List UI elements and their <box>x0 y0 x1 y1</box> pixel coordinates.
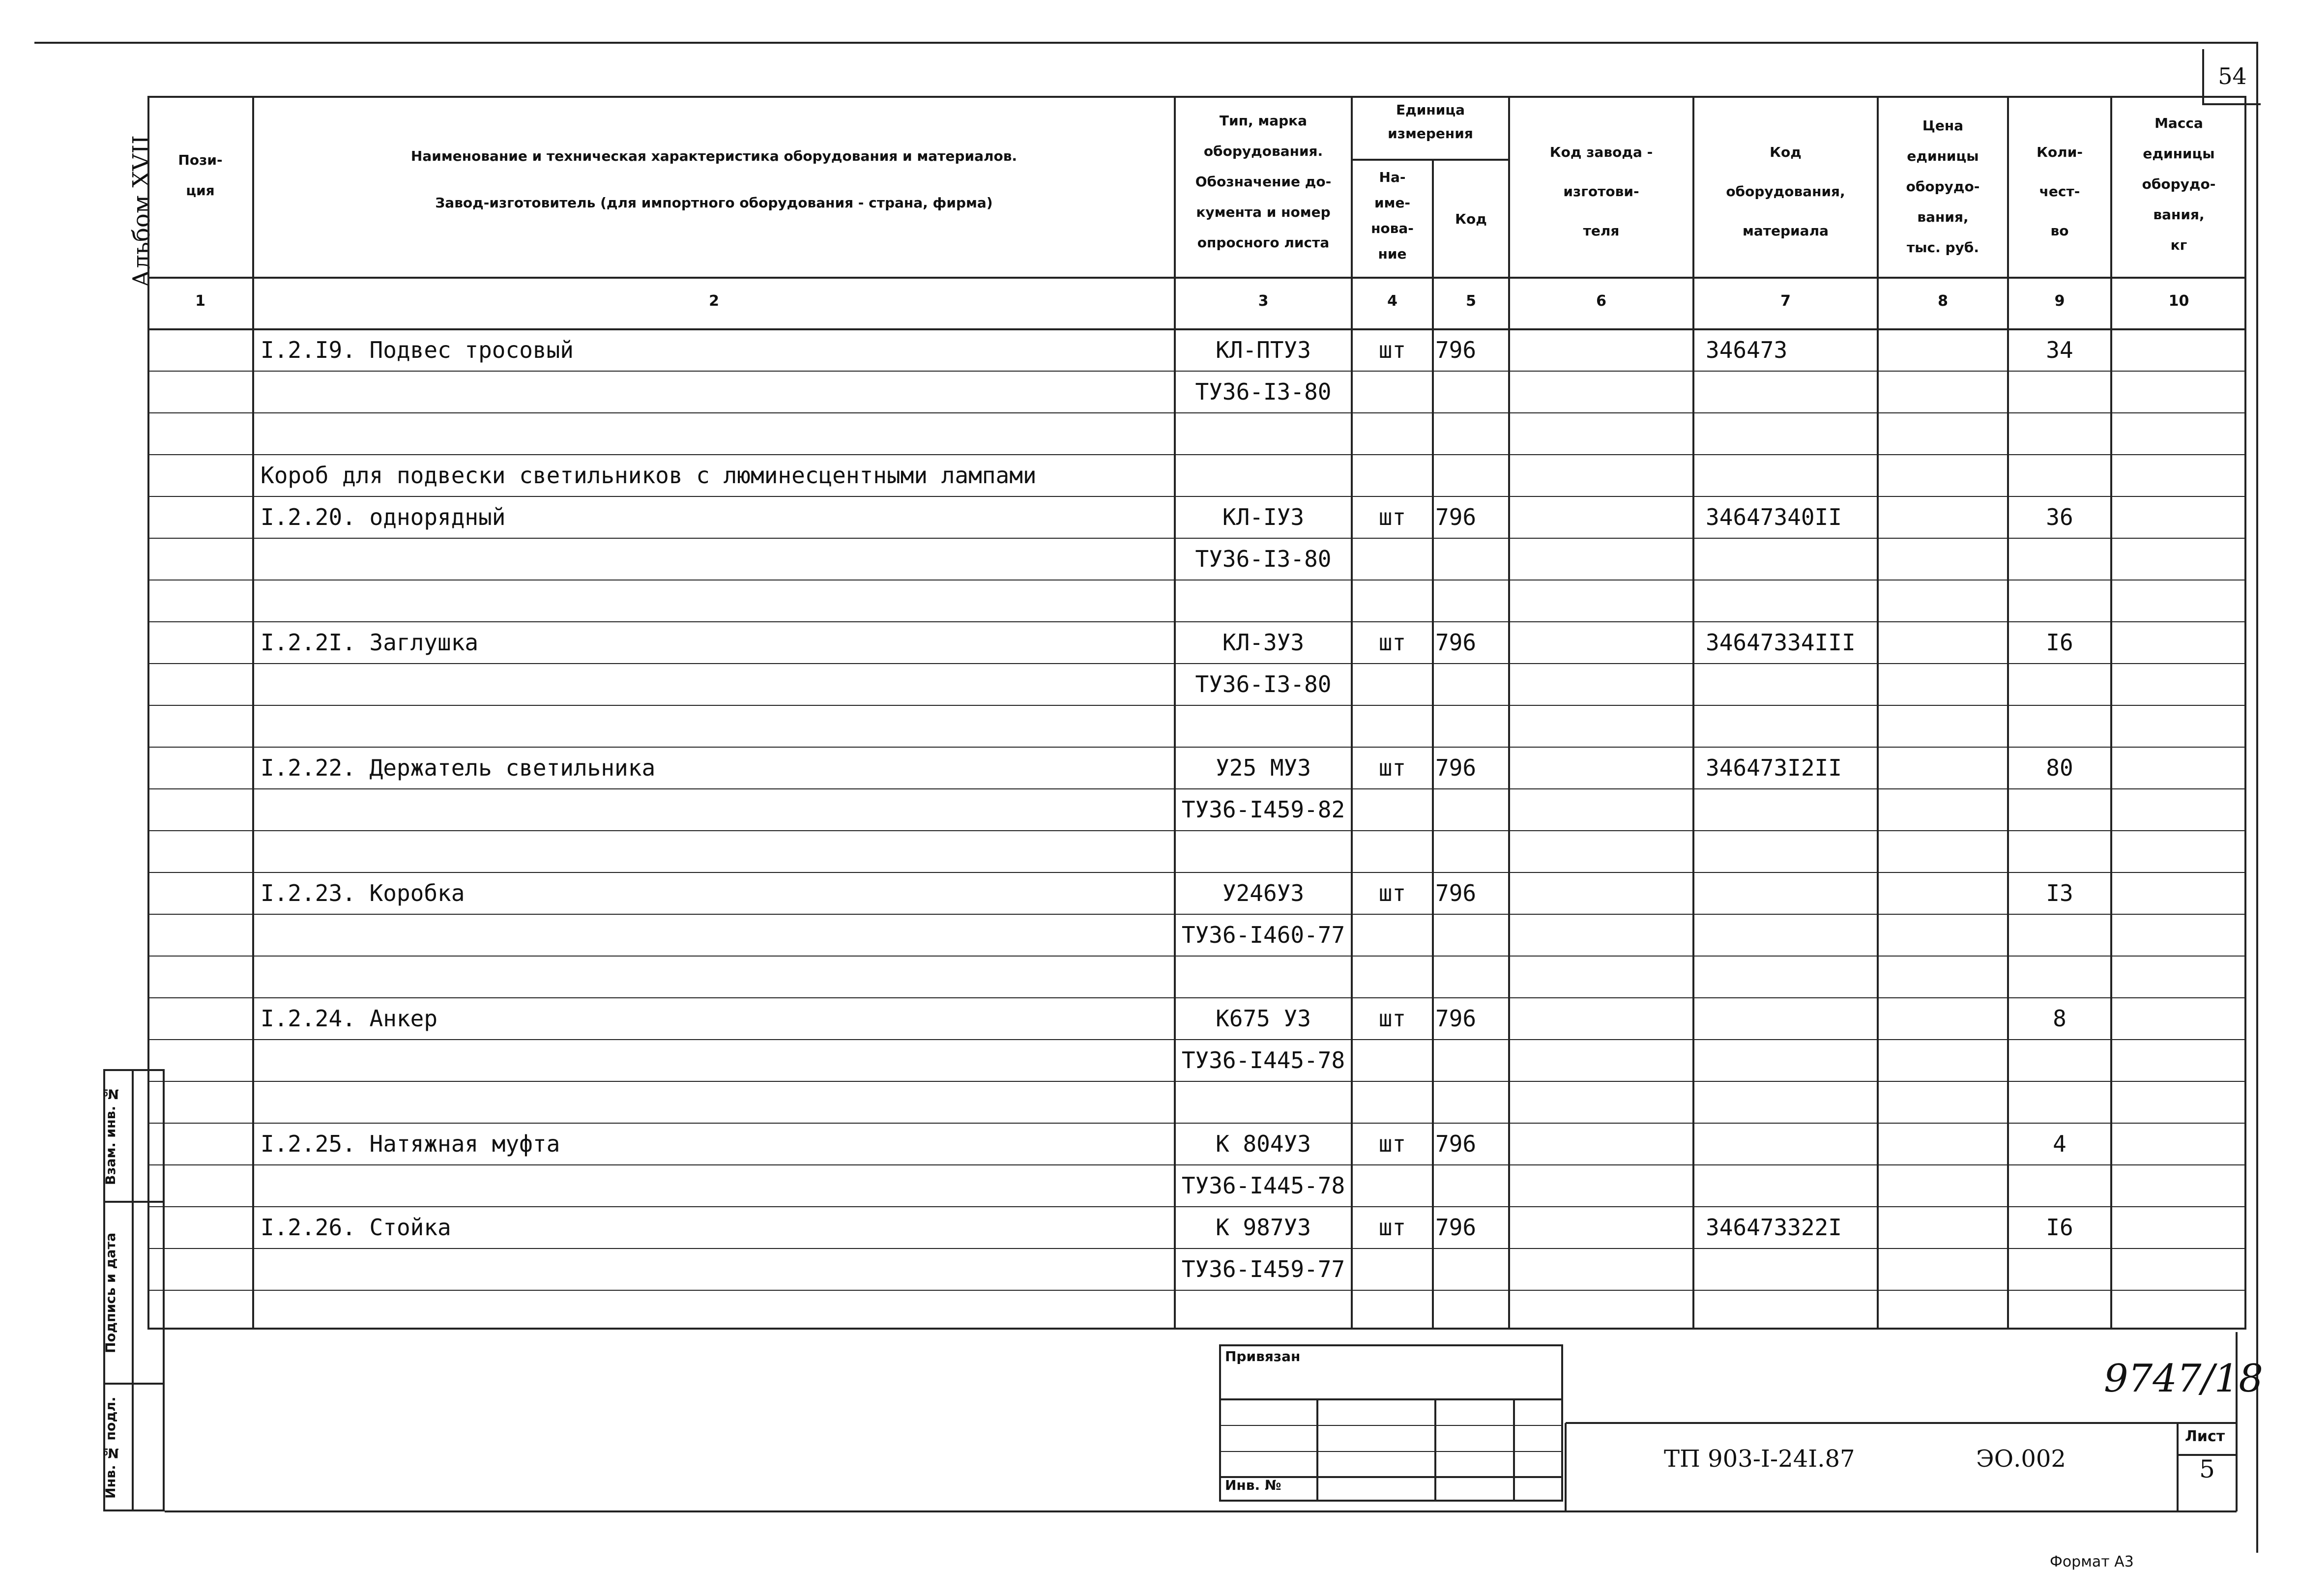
side-label-signature: Подпись и дата <box>103 1232 118 1353</box>
header-quantity: Коли- чест- во <box>2037 144 2083 239</box>
header-unit-group: Единица измерения <box>1388 102 1473 142</box>
row-quantity: I6 <box>2046 1214 2073 1241</box>
row-type: У246УЗ <box>1222 880 1305 906</box>
row-unit: шт <box>1378 1005 1406 1032</box>
column-number: 7 <box>1780 292 1791 310</box>
row-quantity: 8 <box>2053 1005 2066 1032</box>
sheet-label: Лист <box>2185 1428 2225 1445</box>
row-type: ТУ36-I445-78 <box>1181 1047 1345 1074</box>
document-code: ТП 903-I-24I.87 <box>1664 1445 1855 1473</box>
header-unit-code: Код <box>1455 211 1487 227</box>
row-quantity: 80 <box>2046 754 2073 781</box>
row-quantity: 34 <box>2046 337 2073 363</box>
row-unit-code: 796 <box>1435 1131 1477 1157</box>
row-type: К 987УЗ <box>1216 1214 1311 1241</box>
column-number: 4 <box>1387 292 1397 310</box>
row-equipment-code: 346473322I <box>1706 1214 1842 1241</box>
row-name: I.2.I9. Подвес тросовый <box>261 337 574 363</box>
stamp-inventory-label: Инв. № <box>1225 1477 1281 1493</box>
column-number: 2 <box>709 292 719 310</box>
row-equipment-code: 346473I2II <box>1706 754 1842 781</box>
sheet-number: 5 <box>2199 1455 2215 1483</box>
column-number: 5 <box>1466 292 1476 310</box>
stamp-title: Привязан <box>1225 1348 1301 1364</box>
row-name: I.2.20. однорядный <box>261 504 506 530</box>
side-label-replacement: Взам. инв. № <box>103 1086 118 1185</box>
header-mass: Масса единицы оборудо- вания, кг <box>2142 115 2216 253</box>
column-number: 9 <box>2054 292 2065 310</box>
row-name: I.2.23. Коробка <box>261 880 465 906</box>
row-unit: шт <box>1378 504 1406 530</box>
row-unit: шт <box>1378 880 1406 906</box>
row-type: КЛ-ПТУЗ <box>1216 337 1311 363</box>
sheet-number-top: 54 <box>2202 49 2261 105</box>
row-type: ТУ36-I3-80 <box>1195 671 1332 697</box>
row-type: ТУ36-I3-80 <box>1195 546 1332 572</box>
column-number: 1 <box>195 292 205 310</box>
row-unit-code: 796 <box>1435 880 1477 906</box>
row-unit-code: 796 <box>1435 754 1477 781</box>
row-type: ТУ36-I460-77 <box>1181 922 1345 948</box>
row-name: I.2.26. Стойка <box>261 1214 451 1241</box>
row-unit-code: 796 <box>1435 629 1477 656</box>
format-label: Формат А3 <box>2050 1553 2134 1570</box>
header-type: Тип, марка оборудования. Обозначение до- кумента и номер опросного листа <box>1195 113 1332 251</box>
row-equipment-code: 34647334III <box>1706 629 1856 656</box>
row-unit: шт <box>1378 629 1406 656</box>
column-number: 10 <box>2168 292 2189 310</box>
row-unit-code: 796 <box>1435 1005 1477 1032</box>
album-label: Альбом XVII <box>128 135 155 288</box>
row-equipment-code: 34647340II <box>1706 504 1842 530</box>
row-unit-code: 796 <box>1435 504 1477 530</box>
row-type: К675 УЗ <box>1216 1005 1311 1032</box>
row-name: I.2.2I. Заглушка <box>261 629 479 656</box>
column-number: 3 <box>1258 292 1269 310</box>
row-unit: шт <box>1378 1131 1406 1157</box>
row-type: К 804УЗ <box>1216 1131 1311 1157</box>
row-quantity: 36 <box>2046 504 2073 530</box>
row-name: I.2.25. Натяжная муфта <box>261 1131 560 1157</box>
header-price: Цена единицы оборудо- вания, тыс. руб. <box>1906 117 1980 256</box>
row-type: ТУ36-I459-77 <box>1181 1256 1345 1282</box>
row-type: КЛ-ЗУЗ <box>1222 629 1305 656</box>
header-name: Наименование и техническая характеристика оборудования и материалов. Завод-изготовитель (для импортного оборудования - страна, фирма) <box>410 148 1018 211</box>
row-type: ТУ36-I3-80 <box>1195 378 1332 405</box>
row-type: ТУ36-I459-82 <box>1181 796 1345 823</box>
row-unit: шт <box>1378 337 1406 363</box>
row-unit: шт <box>1378 754 1406 781</box>
row-name: I.2.22. Держатель светильника <box>261 754 656 781</box>
document-section: ЭО.002 <box>1976 1445 2066 1473</box>
header-unit-name: На- име- нова- ние <box>1371 169 1414 262</box>
header-maker-code: Код завода - изготови- теля <box>1549 144 1653 239</box>
side-label-original-inv: Инв. № подл. <box>103 1396 118 1499</box>
row-type: У25 МУЗ <box>1216 754 1311 781</box>
row-type: КЛ-IУЗ <box>1222 504 1305 530</box>
row-quantity: 4 <box>2053 1131 2066 1157</box>
row-name: Короб для подвески светильников с люминесцентными лампами <box>261 462 1037 489</box>
row-name: I.2.24. Анкер <box>261 1005 438 1032</box>
row-type: ТУ36-I445-78 <box>1181 1172 1345 1199</box>
row-unit-code: 796 <box>1435 337 1477 363</box>
handwritten-note: 9747/18 <box>2104 1357 2264 1401</box>
column-number: 8 <box>1938 292 1948 310</box>
row-equipment-code: 346473 <box>1706 337 1788 363</box>
header-equipment-code: Код оборудования, материала <box>1726 144 1845 239</box>
binding-stamp <box>1219 1344 1563 1502</box>
column-number: 6 <box>1596 292 1606 310</box>
row-quantity: I6 <box>2046 629 2073 656</box>
row-unit: шт <box>1378 1214 1406 1241</box>
row-unit-code: 796 <box>1435 1214 1477 1241</box>
row-quantity: I3 <box>2046 880 2073 906</box>
header-position: Пози- ция <box>178 152 223 199</box>
